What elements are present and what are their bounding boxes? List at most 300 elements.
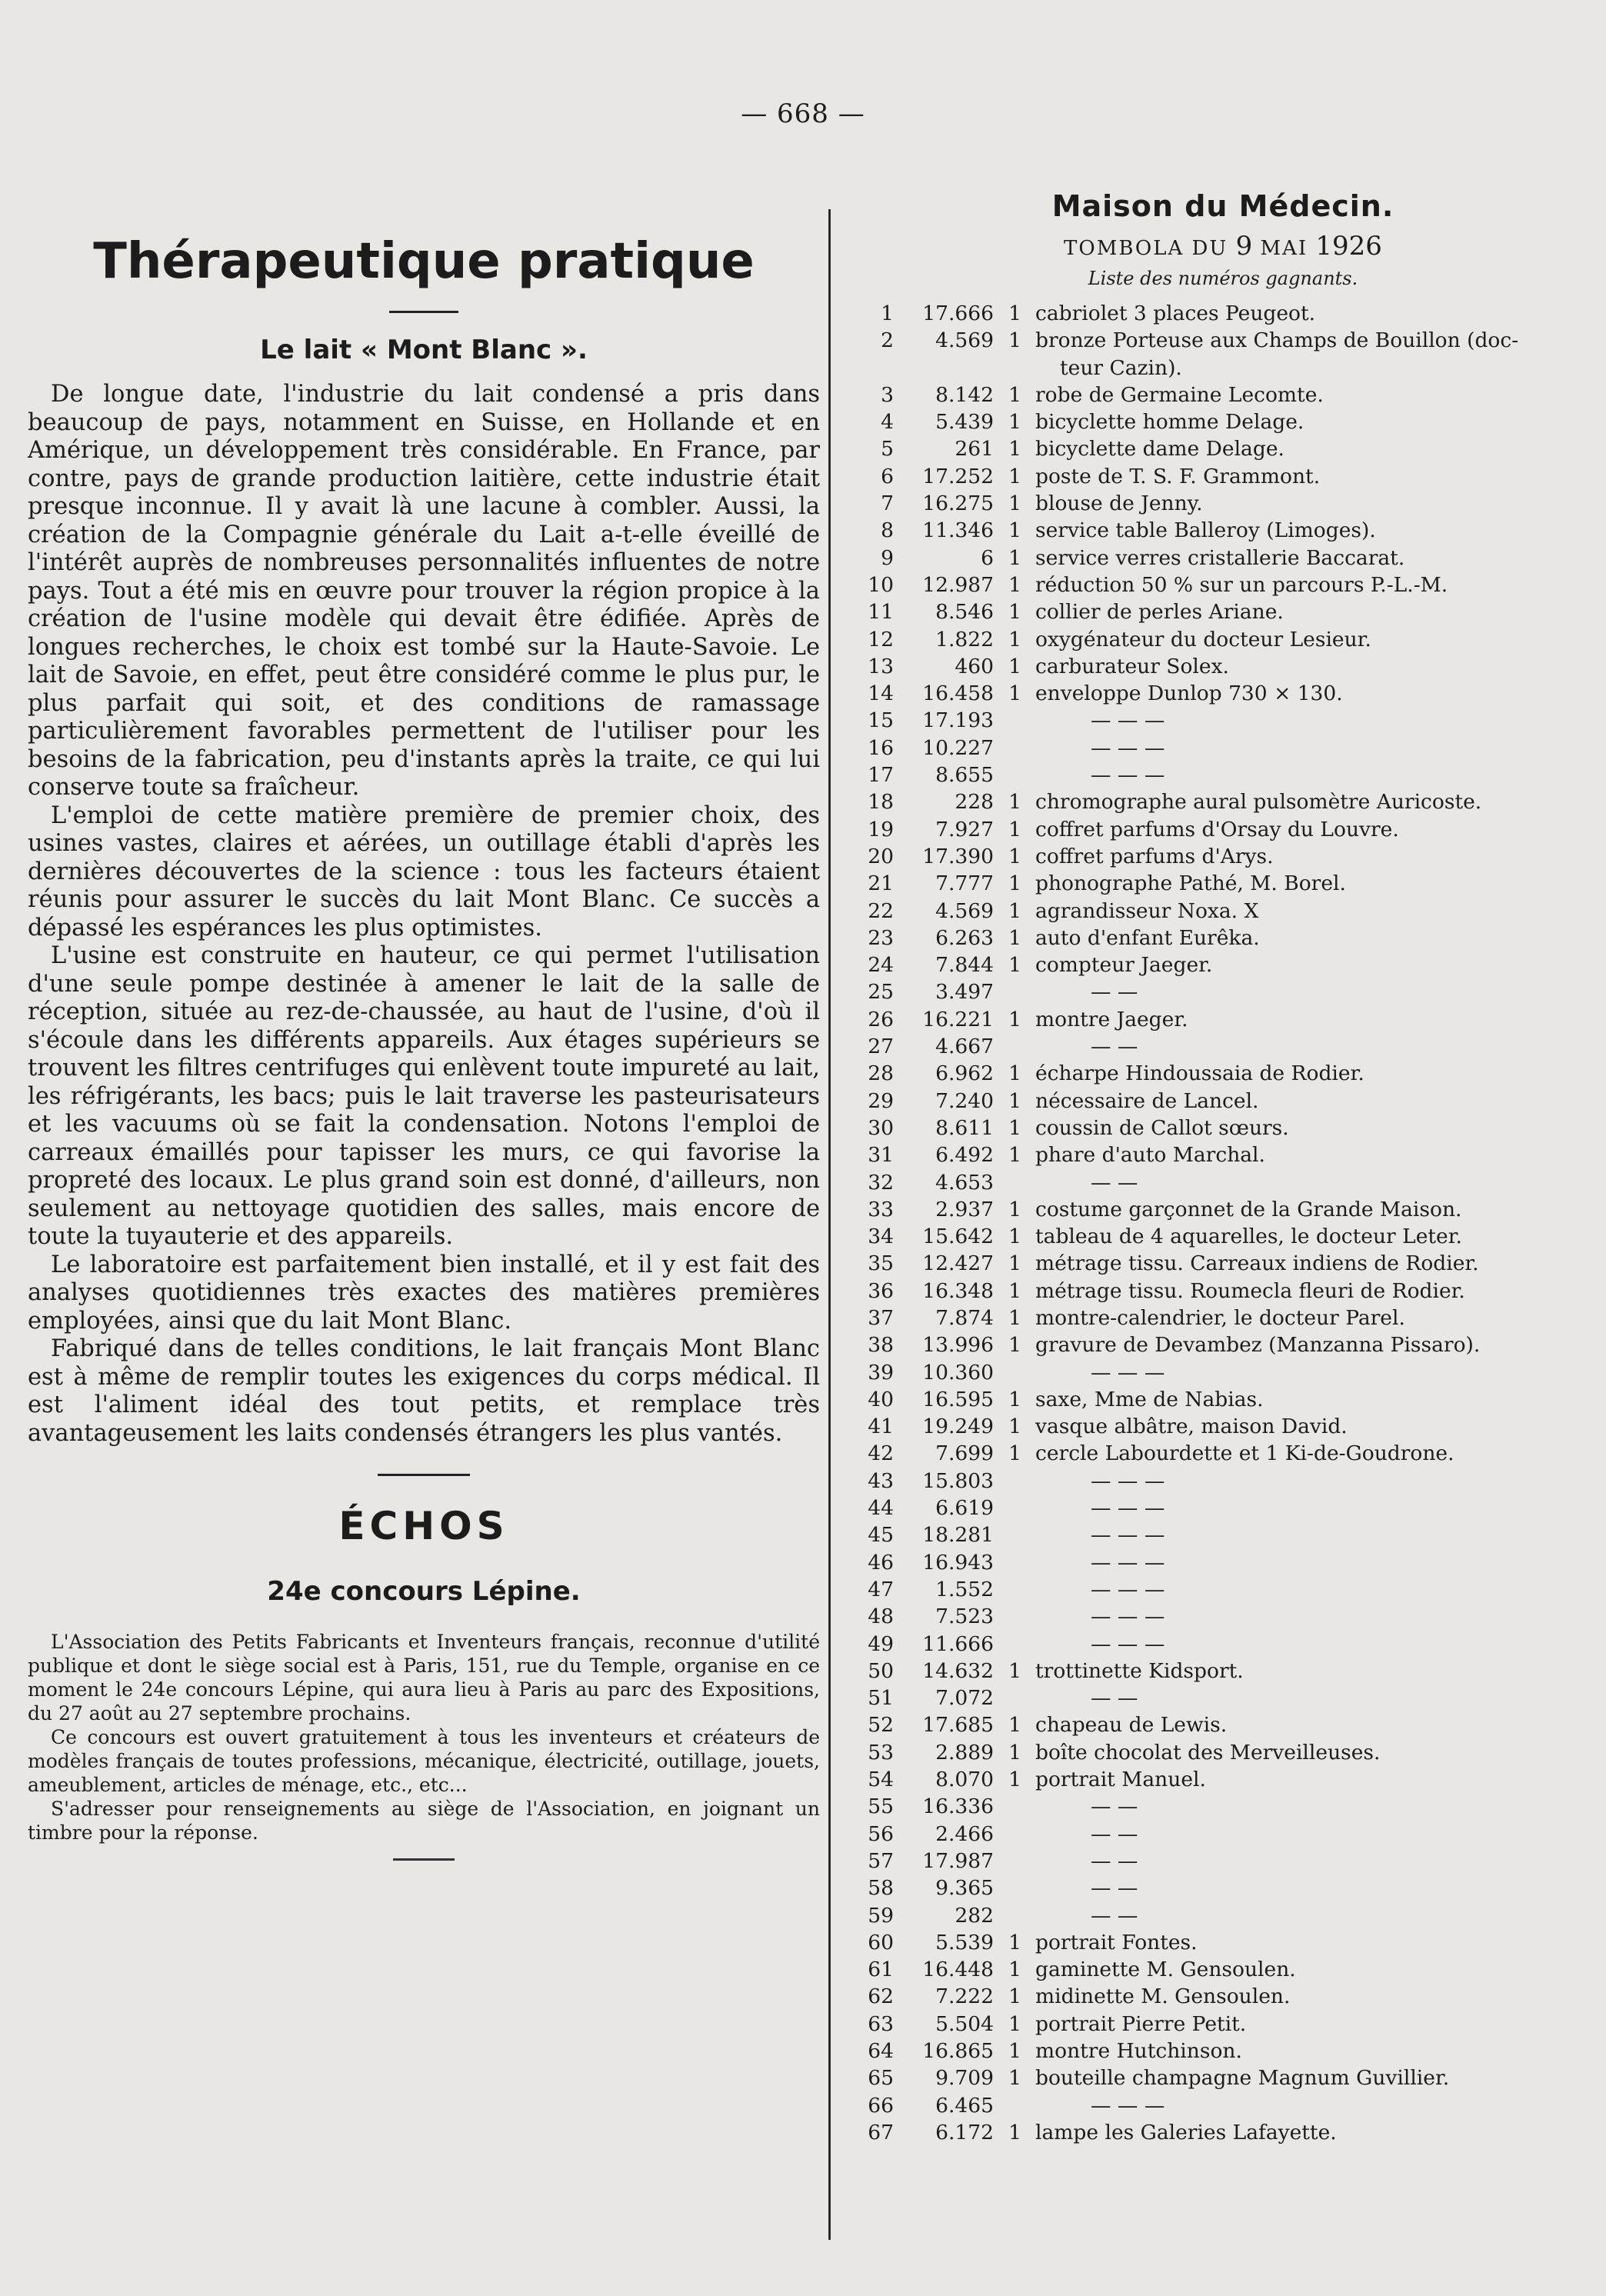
ticket-number: 6.263 bbox=[935, 925, 994, 950]
prize-quantity: 1 bbox=[1008, 953, 1021, 978]
prize-row bbox=[854, 707, 1592, 734]
prize-row bbox=[854, 1685, 1592, 1711]
prize-description: bicyclette dame Delage. bbox=[1035, 437, 1284, 462]
prize-rank: 37 bbox=[868, 1305, 894, 1330]
prize-quantity: 1 bbox=[1008, 382, 1021, 407]
prize-description: service verres cristallerie Baccarat. bbox=[1035, 545, 1405, 570]
prize-quantity bbox=[997, 1576, 1021, 1603]
prize-rank: 31 bbox=[868, 1143, 894, 1168]
prize-row bbox=[854, 843, 1592, 870]
tombola-prefix: TOMBOLA DU bbox=[1064, 237, 1236, 260]
ticket-number: 4.569 bbox=[935, 328, 994, 353]
end-rule bbox=[393, 1858, 455, 1861]
prize-rank: 63 bbox=[868, 2011, 894, 2036]
prize-quantity: 1 bbox=[1008, 1415, 1021, 1439]
prize-quantity: 1 bbox=[1008, 817, 1021, 841]
prize-row bbox=[854, 517, 1592, 544]
prize-rank: 60 bbox=[868, 1930, 894, 1954]
prize-row bbox=[854, 300, 1592, 327]
prize-description: carburateur Solex. bbox=[1035, 654, 1229, 678]
ditto-marks: — — — bbox=[1091, 735, 1165, 760]
section-rule bbox=[378, 1474, 470, 1476]
ticket-number: 1.822 bbox=[935, 627, 994, 651]
prize-row bbox=[854, 2064, 1592, 2091]
prize-rank: 17 bbox=[868, 763, 894, 788]
prize-rank: 61 bbox=[868, 1958, 894, 1982]
prize-rank: 15 bbox=[868, 708, 894, 733]
ditto-marks: — — — bbox=[1091, 763, 1165, 788]
prize-rank: 56 bbox=[868, 1821, 894, 1846]
prize-row bbox=[854, 870, 1592, 897]
prize-quantity: 1 bbox=[1008, 1658, 1021, 1683]
ticket-number: 8.070 bbox=[935, 1768, 994, 1792]
prize-row bbox=[854, 925, 1592, 951]
prize-quantity bbox=[997, 1685, 1021, 1711]
prize-quantity: 1 bbox=[1008, 2120, 1021, 2144]
ticket-number: 6.619 bbox=[935, 1496, 994, 1521]
prize-list bbox=[854, 300, 1592, 2146]
ticket-number: 16.348 bbox=[922, 1278, 994, 1303]
prize-description: chromographe aural pulsomètre Auricoste. bbox=[1035, 790, 1482, 815]
prize-row bbox=[854, 1929, 1592, 1956]
prize-rank: 2 bbox=[881, 328, 894, 353]
prize-quantity bbox=[997, 735, 1021, 761]
prize-description: bouteille champagne Magnum Guvillier. bbox=[1035, 2066, 1450, 2091]
prize-quantity: 1 bbox=[1008, 572, 1021, 597]
prize-rank: 11 bbox=[868, 600, 894, 625]
ticket-number: 16.275 bbox=[922, 492, 994, 516]
prize-rank: 64 bbox=[868, 2039, 894, 2063]
prize-quantity bbox=[997, 1359, 1021, 1386]
prize-rank: 57 bbox=[868, 1848, 894, 1873]
prize-description: robe de Germaine Lecomte. bbox=[1035, 382, 1324, 407]
prize-row bbox=[854, 1495, 1592, 1521]
prize-description: coffret parfums d'Arys. bbox=[1035, 844, 1274, 868]
ticket-number: 8.142 bbox=[935, 382, 994, 407]
prize-row bbox=[854, 1821, 1592, 1848]
prize-rank: 8 bbox=[881, 518, 894, 543]
prize-rank: 7 bbox=[881, 492, 894, 516]
prize-description: saxe, Mme de Nabias. bbox=[1035, 1387, 1264, 1411]
prize-quantity: 1 bbox=[1008, 464, 1021, 488]
ticket-number: 5.539 bbox=[935, 1930, 994, 1954]
ticket-number: 7.699 bbox=[935, 1441, 994, 1466]
prize-row bbox=[854, 761, 1592, 788]
prize-rank: 23 bbox=[868, 925, 894, 950]
prize-rank: 42 bbox=[868, 1441, 894, 1466]
prize-rank: 48 bbox=[868, 1605, 894, 1629]
page-number: — 668 — bbox=[741, 98, 865, 129]
ditto-marks: — — — bbox=[1091, 1605, 1165, 1629]
prize-quantity: 1 bbox=[1008, 1088, 1021, 1113]
prize-quantity: 1 bbox=[1008, 1387, 1021, 1411]
ditto-marks: — — bbox=[1091, 1686, 1138, 1711]
prize-quantity bbox=[997, 1033, 1021, 1060]
prize-row bbox=[854, 1331, 1592, 1358]
prize-rank: 52 bbox=[868, 1713, 894, 1738]
ticket-number: 16.458 bbox=[922, 681, 994, 706]
prize-row bbox=[854, 2119, 1592, 2146]
ticket-number: 6.492 bbox=[935, 1143, 994, 1168]
prize-description: tableau de 4 aquarelles, le docteur Leter. bbox=[1035, 1225, 1462, 1249]
prize-row bbox=[854, 1278, 1592, 1305]
prize-row bbox=[854, 1549, 1592, 1576]
prize-row bbox=[854, 1413, 1592, 1440]
prize-quantity bbox=[997, 355, 1021, 382]
prize-row bbox=[854, 1848, 1592, 1874]
prize-rank: 14 bbox=[868, 681, 894, 706]
prize-quantity: 1 bbox=[1008, 1143, 1021, 1168]
ticket-number: 4.667 bbox=[935, 1035, 994, 1059]
concours-heading: 24e concours Lépine. bbox=[267, 1576, 581, 1607]
ditto-marks: — — bbox=[1091, 1876, 1138, 1901]
prize-rank: 21 bbox=[868, 871, 894, 896]
prize-row bbox=[854, 653, 1592, 680]
prize-row bbox=[854, 2011, 1592, 2038]
ticket-number: 1.552 bbox=[935, 1577, 994, 1601]
echos-paragraph: S'adresser pour renseignements au siège de l'Association, en joignant un timbre pour la réponse. bbox=[28, 1798, 820, 1844]
prize-row bbox=[854, 1711, 1592, 1738]
prize-row bbox=[854, 545, 1592, 572]
prize-description: midinette M. Gensoulen. bbox=[1035, 1984, 1291, 2009]
ditto-marks: — — — bbox=[1091, 1496, 1165, 1521]
prize-description: costume garçonnet de la Grande Maison. bbox=[1035, 1197, 1462, 1221]
prize-row bbox=[854, 1631, 1592, 1658]
ticket-number: 5.439 bbox=[935, 410, 994, 435]
ticket-number: 3.497 bbox=[935, 980, 994, 1005]
prize-row bbox=[854, 1576, 1592, 1603]
prize-row bbox=[854, 2092, 1592, 2119]
prize-rank: 1 bbox=[881, 302, 894, 325]
prize-quantity: 1 bbox=[1008, 518, 1021, 543]
title-rule bbox=[389, 311, 458, 313]
ticket-number: 18.281 bbox=[922, 1523, 994, 1548]
prize-quantity bbox=[997, 1495, 1021, 1521]
prize-description: oxygénateur du docteur Lesieur. bbox=[1035, 627, 1371, 651]
ticket-number: 7.240 bbox=[935, 1088, 994, 1113]
prize-rank: 38 bbox=[868, 1333, 894, 1358]
prize-rank: 47 bbox=[868, 1577, 894, 1601]
prize-row bbox=[854, 1006, 1592, 1033]
prize-rank: 46 bbox=[868, 1550, 894, 1575]
prize-quantity: 1 bbox=[1008, 1930, 1021, 1954]
tombola-year: 1926 bbox=[1315, 231, 1382, 262]
prize-description: agrandisseur Noxa. X bbox=[1035, 898, 1259, 923]
prize-rank: 43 bbox=[868, 1468, 894, 1493]
prize-rank: 4 bbox=[881, 410, 894, 435]
prize-description: gravure de Devambez (Manzanna Pissaro). bbox=[1035, 1333, 1481, 1358]
prize-row bbox=[854, 680, 1592, 707]
echos-paragraph: L'Association des Petits Fabricants et Inventeurs français, reconnue d'utilité publique et dont le siège social est à Paris, 151, rue du Temple, organise en ce moment le 24e concours Lépine, qui aura lieu à Paris au parc des Expositions, du 27 août au 27 septembre prochains. bbox=[28, 1631, 820, 1724]
prize-description: compteur Jaeger. bbox=[1035, 953, 1213, 978]
prize-quantity: 1 bbox=[1008, 1061, 1021, 1086]
ticket-number: 10.227 bbox=[922, 735, 994, 760]
prize-quantity: 1 bbox=[1008, 1278, 1021, 1303]
prize-row bbox=[854, 1223, 1592, 1250]
prize-rank: 58 bbox=[868, 1876, 894, 1901]
ticket-number: 11.666 bbox=[922, 1631, 994, 1656]
prize-row bbox=[854, 355, 1592, 382]
prize-rank: 6 bbox=[881, 464, 894, 488]
prize-description: coffret parfums d'Orsay du Louvre. bbox=[1035, 817, 1399, 841]
ticket-number: 16.865 bbox=[922, 2039, 994, 2063]
prize-rank: 9 bbox=[881, 545, 894, 570]
ticket-number: 7.222 bbox=[935, 1984, 994, 2009]
ticket-number: 7.844 bbox=[935, 953, 994, 978]
prize-row bbox=[854, 598, 1592, 625]
ticket-number: 15.642 bbox=[922, 1225, 994, 1249]
ticket-number: 13.996 bbox=[922, 1333, 994, 1358]
prize-rank: 10 bbox=[868, 572, 894, 597]
prize-rank bbox=[854, 355, 894, 382]
prize-row bbox=[854, 626, 1592, 653]
prize-quantity bbox=[997, 1902, 1021, 1929]
prize-quantity bbox=[997, 1468, 1021, 1495]
prize-rank: 5 bbox=[881, 437, 894, 462]
prize-quantity: 1 bbox=[1008, 2066, 1021, 2091]
prize-quantity: 1 bbox=[1008, 1713, 1021, 1738]
prize-quantity: 1 bbox=[1008, 925, 1021, 950]
prize-description: écharpe Hindoussaia de Rodier. bbox=[1035, 1061, 1364, 1086]
prize-quantity: 1 bbox=[1008, 1984, 1021, 2009]
right-column bbox=[854, 189, 1592, 2146]
ticket-number: 16.448 bbox=[922, 1958, 994, 1982]
prize-row bbox=[854, 1250, 1592, 1277]
prize-description: portrait Fontes. bbox=[1035, 1930, 1198, 1954]
prize-quantity: 1 bbox=[1008, 410, 1021, 435]
prize-rank: 26 bbox=[868, 1007, 894, 1031]
prize-quantity: 1 bbox=[1008, 1441, 1021, 1466]
ticket-number: 7.523 bbox=[935, 1605, 994, 1629]
prize-description: métrage tissu. Roumecla fleuri de Rodier. bbox=[1035, 1278, 1465, 1303]
prize-description: collier de perles Ariane. bbox=[1035, 600, 1284, 625]
ditto-marks: — — bbox=[1091, 1848, 1138, 1873]
prize-quantity: 1 bbox=[1008, 898, 1021, 923]
prize-quantity: 1 bbox=[1008, 1958, 1021, 1982]
prize-row bbox=[854, 1603, 1592, 1630]
prize-row bbox=[854, 1658, 1592, 1685]
article-title: Thérapeutique pratique bbox=[93, 233, 755, 290]
ticket-number: 16.595 bbox=[922, 1387, 994, 1411]
article-paragraph: L'usine est construite en hauteur, ce qui permet l'utilisation d'une seule pompe destinée à amener le lait de la salle de réception, située au rez-de-chaussée, au haut de l'usine, d'où il s'écoule dans les différents appareils. Aux étages supérieurs se trouvent les filtres centrifuges qui enlèvent toute impureté au lait, les réfrigérants, les bacs; puis le lait traverse les pasteurisateurs et les vacuums où se fait la condensation. Notons l'emploi de carreaux émaillés pour tapisser les murs, ce qui favorise la propreté des locaux. Le plus grand soin est donné, d'ailleurs, non seulement au nettoyage quotidien des salles, mais encore de toute la tuyauterie et des appareils. bbox=[28, 942, 820, 1250]
prize-description: portrait Pierre Petit. bbox=[1035, 2011, 1247, 2036]
prize-rank: 66 bbox=[868, 2093, 894, 2118]
prize-row bbox=[854, 1766, 1592, 1793]
prize-row bbox=[854, 1956, 1592, 1983]
prize-quantity: 1 bbox=[1008, 681, 1021, 706]
prize-row bbox=[854, 1088, 1592, 1115]
prize-rank: 45 bbox=[868, 1523, 894, 1548]
prize-row bbox=[854, 1902, 1592, 1929]
prize-quantity: 1 bbox=[1008, 1197, 1021, 1221]
prize-row bbox=[854, 490, 1592, 517]
prize-rank: 3 bbox=[881, 382, 894, 407]
prize-rank: 24 bbox=[868, 953, 894, 978]
prize-row bbox=[854, 1305, 1592, 1331]
prize-description: service table Balleroy (Limoges). bbox=[1035, 518, 1376, 543]
ticket-number: 17.666 bbox=[922, 302, 994, 325]
ticket-number: 12.427 bbox=[922, 1251, 994, 1276]
ticket-number: 14.632 bbox=[922, 1658, 994, 1683]
ticket-number: 16.221 bbox=[922, 1007, 994, 1031]
prize-quantity: 1 bbox=[1008, 627, 1021, 651]
ticket-number: 261 bbox=[955, 437, 994, 462]
ticket-number: 12.987 bbox=[922, 572, 994, 597]
ditto-marks: — — bbox=[1091, 1794, 1138, 1819]
prize-row bbox=[854, 572, 1592, 598]
prize-quantity: 1 bbox=[1008, 302, 1021, 325]
prize-rank: 30 bbox=[868, 1115, 894, 1140]
prize-quantity: 1 bbox=[1008, 328, 1021, 353]
ticket-number: 2.466 bbox=[935, 1821, 994, 1846]
prize-description: chapeau de Lewis. bbox=[1035, 1713, 1228, 1738]
ditto-marks: — — bbox=[1091, 1170, 1138, 1195]
tombola-date bbox=[854, 231, 1592, 262]
prize-row bbox=[854, 1033, 1592, 1060]
prize-row bbox=[854, 327, 1592, 354]
prize-description: métrage tissu. Carreaux indiens de Rodier. bbox=[1035, 1251, 1479, 1276]
prize-quantity: 1 bbox=[1008, 1115, 1021, 1140]
prize-quantity bbox=[997, 1874, 1021, 1901]
prize-rank: 50 bbox=[868, 1658, 894, 1683]
prize-row bbox=[854, 1115, 1592, 1141]
ticket-number: 16.943 bbox=[922, 1550, 994, 1575]
prize-rank: 13 bbox=[868, 654, 894, 678]
prize-rank: 59 bbox=[868, 1903, 894, 1928]
ticket-number: 7.072 bbox=[935, 1686, 994, 1711]
ticket-number: 8.611 bbox=[935, 1115, 994, 1140]
prize-row bbox=[854, 898, 1592, 925]
prize-quantity bbox=[997, 1549, 1021, 1576]
prize-description: vasque albâtre, maison David. bbox=[1035, 1415, 1348, 1439]
prize-row bbox=[854, 1169, 1592, 1196]
prize-quantity: 1 bbox=[1008, 545, 1021, 570]
prize-quantity bbox=[997, 1521, 1021, 1548]
prize-row bbox=[854, 1983, 1592, 2010]
ditto-marks: — — — bbox=[1091, 708, 1165, 733]
ditto-marks: — — bbox=[1091, 1035, 1138, 1059]
prize-description: enveloppe Dunlop 730 × 130. bbox=[1035, 681, 1343, 706]
ticket-number: 15.803 bbox=[922, 1468, 994, 1493]
article-body bbox=[28, 381, 820, 1448]
prize-quantity: 1 bbox=[1008, 1007, 1021, 1031]
ticket-number: 8.546 bbox=[935, 600, 994, 625]
prize-description: auto d'enfant Eurêka. bbox=[1035, 925, 1260, 950]
ticket-number: 228 bbox=[955, 790, 994, 815]
prize-description: lampe les Galeries Lafayette. bbox=[1035, 2120, 1337, 2144]
prize-row bbox=[854, 816, 1592, 843]
prize-row bbox=[854, 1386, 1592, 1413]
ticket-number: 19.249 bbox=[922, 1415, 994, 1439]
prize-row bbox=[854, 463, 1592, 490]
ticket-number: 17.252 bbox=[922, 464, 994, 488]
prize-description: bicyclette homme Delage. bbox=[1035, 410, 1304, 435]
ticket-number: 282 bbox=[955, 1903, 994, 1928]
ticket-number: 9.709 bbox=[935, 2066, 994, 2091]
prize-rank: 62 bbox=[868, 1984, 894, 2009]
prize-quantity: 1 bbox=[1008, 492, 1021, 516]
prize-row bbox=[854, 1468, 1592, 1495]
prize-rank: 55 bbox=[868, 1794, 894, 1819]
prize-rank: 41 bbox=[868, 1415, 894, 1439]
ditto-marks: — — — bbox=[1091, 1550, 1165, 1575]
prize-description: nécessaire de Lancel. bbox=[1035, 1088, 1259, 1113]
ticket-number: 11.346 bbox=[922, 518, 994, 543]
prize-quantity bbox=[997, 707, 1021, 734]
ticket-number: 17.685 bbox=[922, 1713, 994, 1738]
ticket-number: 6.962 bbox=[935, 1061, 994, 1086]
prize-quantity bbox=[997, 1821, 1021, 1848]
tombola-day: 9 bbox=[1235, 231, 1253, 262]
prize-rank: 44 bbox=[868, 1496, 894, 1521]
ditto-marks: — — — bbox=[1091, 2093, 1165, 2118]
prize-quantity: 1 bbox=[1008, 1251, 1021, 1276]
prize-rank: 49 bbox=[868, 1631, 894, 1656]
prize-quantity: 1 bbox=[1008, 790, 1021, 815]
prize-description: phonographe Pathé, M. Borel. bbox=[1035, 871, 1346, 896]
prize-quantity: 1 bbox=[1008, 1740, 1021, 1764]
ticket-number: 6.465 bbox=[935, 2093, 994, 2118]
ditto-marks: — — bbox=[1091, 1821, 1138, 1846]
prize-row bbox=[854, 951, 1592, 978]
prize-rank: 65 bbox=[868, 2066, 894, 2091]
prize-row bbox=[854, 382, 1592, 408]
prize-quantity: 1 bbox=[1008, 1333, 1021, 1358]
echos-paragraph: Ce concours est ouvert gratuitement à tous les inventeurs et créateurs de modèles français de toutes professions, mécanique, électricité, outillage, jouets, ameublement, articles de ménage, etc., etc... bbox=[28, 1726, 820, 1796]
winning-numbers-caption: Liste des numéros gagnants. bbox=[1088, 268, 1358, 289]
prize-row bbox=[854, 1440, 1592, 1467]
echos-heading: ÉCHOS bbox=[338, 1504, 509, 1548]
prize-quantity: 1 bbox=[1008, 1768, 1021, 1792]
prize-rank: 22 bbox=[868, 898, 894, 923]
prize-quantity: 1 bbox=[1008, 2039, 1021, 2063]
article-paragraph: De longue date, l'industrie du lait condensé a pris dans beaucoup de pays, notamment en Suisse, en Hollande et en Amérique, un développement très considérable. En France, par contre, pays de grande production laitière, cette industrie était presque inconnue. Il y avait là une lacune à combler. Aussi, la création de la Compagnie générale du Lait a-t-elle éveillé de l'intérêt auprès de nombreuses personnalités influentes de notre pays. Tout a été mis en œuvre pour trouver la région propice à la création de l'usine modèle qui devait être édifiée. Après de longues recherches, le choix est tombé sur la Haute-Savoie. Le lait de Savoie, en effet, peut être considéré comme le plus pur, le plus parfait qui soit, et des conditions de ramassage particulièrement favorables permettent de l'utiliser pour les besoins de la fabrication, peu d'instants après la traite, ce qui lui conserve toute sa fraîcheur. bbox=[28, 381, 820, 801]
ticket-number: 9.365 bbox=[935, 1876, 994, 1901]
prize-row bbox=[854, 1793, 1592, 1820]
prize-row bbox=[854, 1141, 1592, 1168]
prize-description: portrait Manuel. bbox=[1035, 1768, 1206, 1792]
prize-rank: 67 bbox=[868, 2120, 894, 2144]
prize-description: gaminette M. Gensoulen. bbox=[1035, 1958, 1296, 1982]
prize-rank: 34 bbox=[868, 1225, 894, 1249]
prize-rank: 51 bbox=[868, 1686, 894, 1711]
prize-description: réduction 50 % sur un parcours P.-L.-M. bbox=[1035, 572, 1448, 597]
prize-description: montre-calendrier, le docteur Parel. bbox=[1035, 1305, 1405, 1330]
prize-quantity bbox=[997, 1169, 1021, 1196]
prize-row bbox=[854, 1060, 1592, 1087]
prize-quantity: 1 bbox=[1008, 654, 1021, 678]
prize-quantity: 1 bbox=[1008, 1225, 1021, 1249]
prize-description: phare d'auto Marchal. bbox=[1035, 1143, 1265, 1168]
prize-rank: 25 bbox=[868, 980, 894, 1005]
ditto-marks: — — bbox=[1091, 980, 1138, 1005]
prize-row bbox=[854, 435, 1592, 462]
ticket-number: 17.193 bbox=[922, 708, 994, 733]
prize-quantity bbox=[997, 2092, 1021, 2119]
prize-description: cercle Labourdette et 1 Ki-de-Goudrone. bbox=[1035, 1441, 1454, 1466]
prize-quantity bbox=[997, 1793, 1021, 1820]
prize-description: blouse de Jenny. bbox=[1035, 492, 1203, 516]
prize-rank: 28 bbox=[868, 1061, 894, 1086]
prize-quantity: 1 bbox=[1008, 1305, 1021, 1330]
article-subtitle: Le lait « Mont Blanc ». bbox=[260, 335, 588, 365]
left-column bbox=[28, 231, 820, 1861]
prize-row bbox=[854, 978, 1592, 1005]
echos-body bbox=[28, 1630, 820, 1844]
ticket-number: 16.336 bbox=[922, 1794, 994, 1819]
prize-quantity bbox=[997, 1631, 1021, 1658]
prize-rank: 39 bbox=[868, 1360, 894, 1385]
